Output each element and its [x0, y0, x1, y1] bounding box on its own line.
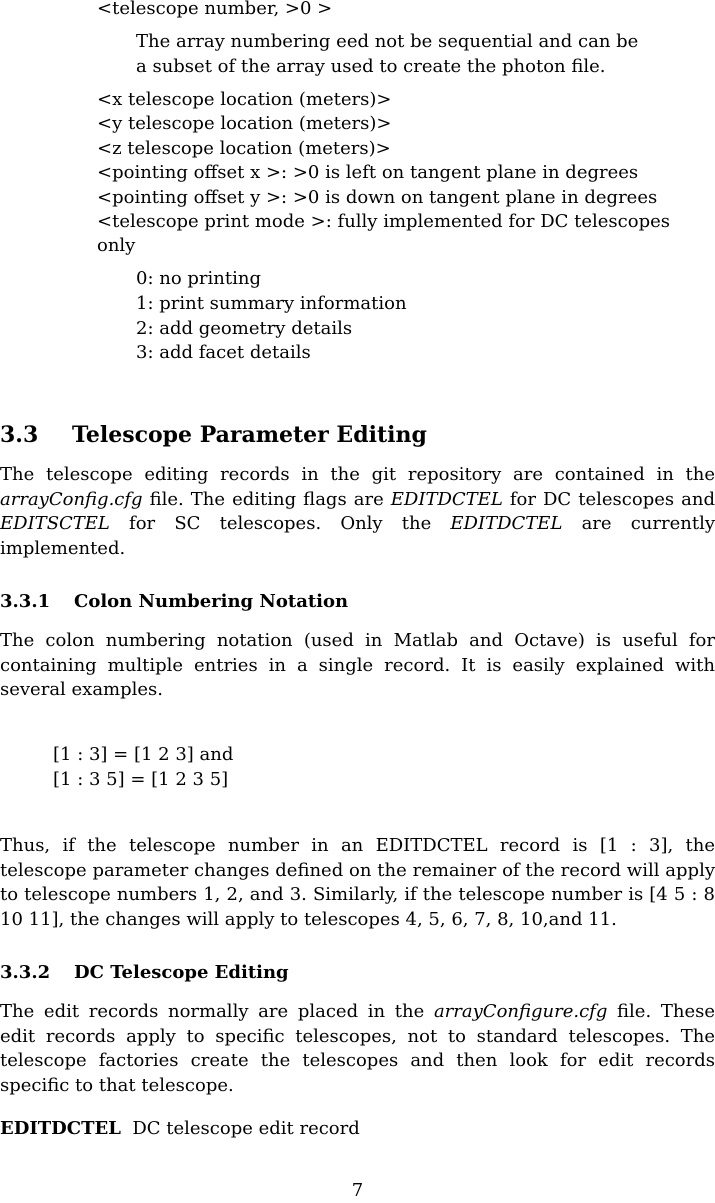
text-run: file. These edit records apply to specific telescopes, not to standard telescopes. The telescope factories create the telescopes and then look for edit records specific to that telescope.: [0, 1001, 715, 1096]
print-mode-option-2: 2: add geometry details: [136, 318, 353, 339]
record-name: EDITDCTEL: [0, 1118, 121, 1139]
text-run: are currently implemented.: [0, 513, 715, 559]
section-3-3-2-paragraph: [0, 1000, 715, 1098]
section-3-3-title: Telescope Parameter Editing: [72, 422, 427, 448]
section-3-3-1-title: Colon Numbering Notation: [74, 591, 349, 612]
editdctel-record-entry: [0, 1117, 360, 1141]
section-3-3-1-paragraph-1: The colon numbering notation (used in Matlab and Octave) is useful for containing multiple entries in a single record. It is easily explained with several examples.: [0, 630, 715, 700]
colon-example-2: [1 : 3 5] = [1 2 3 5]: [53, 769, 229, 790]
text-run: for DC telescopes and: [502, 488, 715, 510]
record-description: DC telescope edit record: [132, 1118, 360, 1139]
edit-flag-sc: EDITSCTEL: [0, 513, 110, 534]
z-location-param: <z telescope location (meters)>: [97, 138, 391, 159]
text-run: file. The editing flags are: [142, 488, 391, 510]
section-3-3-1-number: 3.3.1: [0, 591, 51, 612]
offset-y-param: <pointing offset y >: >0 is down on tangent plane in degrees: [97, 187, 658, 208]
section-3-3-2-title: DC Telescope Editing: [74, 962, 289, 983]
print-mode-option-0: 0: no printing: [136, 268, 261, 289]
config-file-name: arrayConfigure.cfg: [433, 1001, 608, 1022]
text-run: The telescope editing records in the git repository are contained in the: [0, 464, 715, 485]
section-3-3-paragraph: [0, 463, 715, 561]
section-3-3-heading: [0, 421, 427, 449]
section-3-3-1-paragraph-2: Thus, if the telescope number in an EDITDCTEL record is [1 : 3], the telescope parameter changes defined on the remainer of the record will apply to telescope numbers 1, 2, and 3. Similarly, if the telescope number is [4 5 : 8 10 11], the changes will apply to telescopes 4, 5, 6, 7, 8, 10,and 11.: [0, 835, 715, 930]
numbering-note-line-1: The array numbering eed not be sequential and can be: [136, 31, 639, 52]
x-location-param: <x telescope location (meters)>: [97, 89, 392, 110]
text-run: The edit records normally are placed in the: [0, 1001, 434, 1022]
section-3-3-2-heading: [0, 961, 289, 985]
config-file-name: arrayConfig.cfg: [0, 488, 143, 510]
print-mode-param-cont: only: [97, 235, 136, 256]
print-mode-option-3: 3: add facet details: [136, 342, 311, 363]
section-3-3-2-number: 3.3.2: [0, 962, 51, 983]
offset-x-param: <pointing offset x >: >0 is left on tangent plane in degrees: [97, 162, 639, 183]
print-mode-param: <telescope print mode >: fully implemented for DC telescopes: [97, 211, 671, 232]
page-number: 7: [351, 1180, 364, 1201]
print-mode-option-1: 1: print summary information: [136, 293, 407, 314]
edit-flag-dc-2: EDITDCTEL: [450, 513, 563, 534]
text-run: for SC telescopes. Only the: [109, 513, 451, 534]
edit-flag-dc: EDITDCTEL: [390, 488, 503, 510]
numbering-note-line-2: a subset of the array used to create the photon file.: [136, 56, 606, 77]
telescope-number-param: <telescope number, >0 >: [97, 0, 333, 19]
colon-example-1: [1 : 3] = [1 2 3] and: [53, 744, 234, 765]
y-location-param: <y telescope location (meters)>: [97, 113, 392, 134]
section-3-3-number: 3.3: [0, 422, 39, 448]
section-3-3-1-heading: [0, 590, 348, 614]
